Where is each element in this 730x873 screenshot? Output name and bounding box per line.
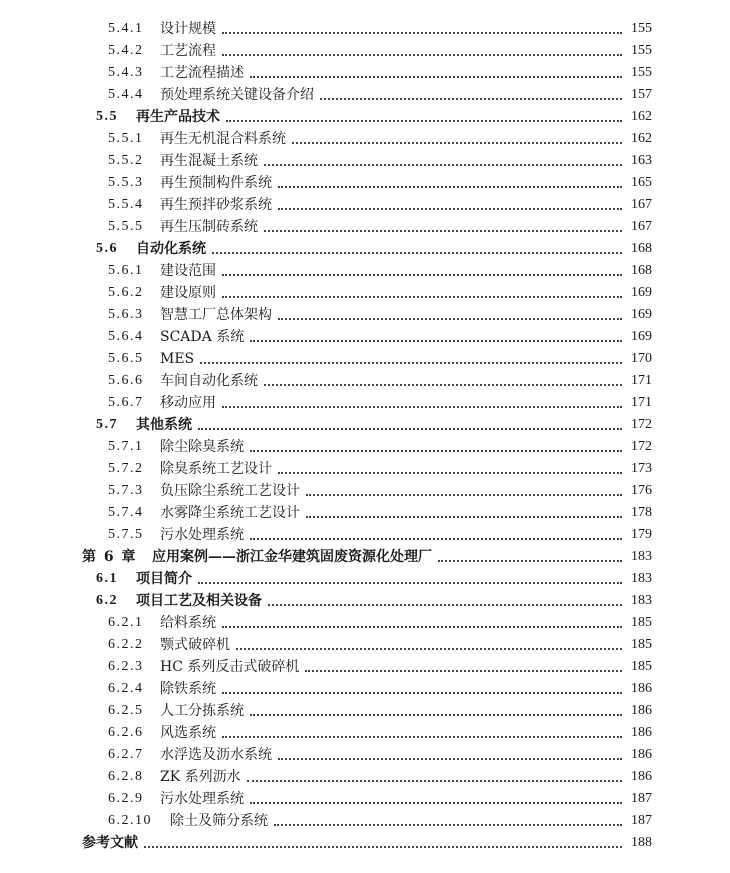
toc-entry-title: 其他系统	[136, 417, 192, 433]
toc-entry-title: 再生预制构件系统	[160, 175, 272, 191]
toc-entry-title: SCADA 系统	[160, 329, 245, 345]
dot-leader	[247, 780, 622, 782]
dot-leader	[198, 582, 622, 584]
toc-entry-number: 5.7.3	[108, 483, 144, 498]
toc-entry-page-number: 171	[631, 373, 652, 388]
toc-entry-title: 污水处理系统	[160, 791, 244, 807]
toc-entry[interactable]	[0, 612, 730, 634]
toc-entry-number: 5.7.2	[108, 461, 144, 476]
dot-leader	[320, 98, 622, 100]
toc-entry[interactable]	[0, 18, 730, 40]
dot-leader	[250, 802, 622, 804]
toc-entry-title: 工艺流程描述	[160, 65, 244, 81]
dot-leader	[292, 142, 622, 144]
toc-entry-title: 项目工艺及相关设备	[136, 593, 262, 609]
toc-entry-number: 6.2	[96, 593, 118, 608]
toc-entry-page-number: 187	[631, 791, 652, 806]
toc-entry[interactable]	[0, 788, 730, 810]
toc-entry-number: 6.1	[96, 571, 118, 586]
toc-entry[interactable]	[0, 238, 730, 260]
dot-leader	[250, 714, 622, 716]
toc-entry-page-number: 172	[631, 417, 652, 432]
toc-entry[interactable]	[0, 722, 730, 744]
toc-entry-number: 6.2.3	[108, 659, 144, 674]
toc-entry-page-number: 165	[631, 175, 652, 190]
toc-entry-number: 5.4.4	[108, 87, 144, 102]
toc-entry-number: 5.6.6	[108, 373, 144, 388]
toc-entry-page-number: 155	[631, 65, 652, 80]
toc-entry-page-number: 183	[631, 549, 652, 564]
toc-entry[interactable]	[0, 84, 730, 106]
toc-entry-number: 5.7.5	[108, 527, 144, 542]
toc-entry[interactable]	[0, 656, 730, 678]
toc-entry-page-number: 185	[631, 659, 652, 674]
toc-entry[interactable]	[0, 524, 730, 546]
dot-leader	[306, 494, 622, 496]
toc-entry-title: 项目简介	[136, 571, 192, 587]
toc-entry-number: 6.2.1	[108, 615, 144, 630]
toc-entry[interactable]	[0, 106, 730, 128]
toc-entry[interactable]	[0, 216, 730, 238]
dot-leader	[222, 692, 622, 694]
toc-entry-page-number: 167	[631, 197, 652, 212]
toc-entry-title: 人工分拣系统	[160, 703, 244, 719]
toc-entry-number: 5.5.2	[108, 153, 144, 168]
toc-entry-number: 5.5.4	[108, 197, 144, 212]
toc-entry[interactable]	[0, 392, 730, 414]
toc-entry-number: 6.2.8	[108, 769, 144, 784]
toc-entry-title: 智慧工厂总体架构	[160, 307, 272, 323]
toc-entry-title: 除铁系统	[160, 681, 216, 697]
dot-leader	[268, 604, 622, 606]
toc-entry[interactable]	[0, 150, 730, 172]
toc-entry-number: 5.5	[96, 109, 118, 124]
toc-entry-number: 5.6.4	[108, 329, 144, 344]
toc-entry-title: 水浮选及沥水系统	[160, 747, 272, 763]
toc-entry-title: 应用案例——浙江金华建筑固废资源化处理厂	[152, 549, 432, 565]
toc-entry-number: 5.6.7	[108, 395, 144, 410]
toc-entry-title: 参考文献	[82, 835, 138, 851]
dot-leader	[226, 120, 622, 122]
toc-entry[interactable]	[0, 414, 730, 436]
toc-entry[interactable]	[0, 832, 730, 854]
dot-leader	[278, 186, 622, 188]
toc-entry-title: 建设范围	[160, 263, 216, 279]
toc-entry-number: 5.4.1	[108, 21, 144, 36]
toc-entry-number: 5.5.3	[108, 175, 144, 190]
toc-entry-number: 5.7.4	[108, 505, 144, 520]
toc-entry[interactable]	[0, 678, 730, 700]
toc-entry-number: 第 6 章	[82, 549, 137, 565]
dot-leader	[274, 824, 622, 826]
toc-entry-number: 5.7.1	[108, 439, 144, 454]
toc-entry-title: 再生产品技术	[136, 109, 220, 125]
toc-entry-number: 5.5.5	[108, 219, 144, 234]
toc-entry-title: 再生无机混合料系统	[160, 131, 286, 147]
dot-leader	[222, 736, 622, 738]
toc-entry-title: 再生混凝土系统	[160, 153, 258, 169]
toc-entry-number: 6.2.6	[108, 725, 144, 740]
toc-entry-page-number: 178	[631, 505, 652, 520]
toc-entry[interactable]	[0, 326, 730, 348]
dot-leader	[200, 362, 622, 364]
toc-entry[interactable]	[0, 502, 730, 524]
toc-entry-page-number: 185	[631, 615, 652, 630]
toc-entry-title: 预处理系统关键设备介绍	[160, 87, 314, 103]
toc-entry-page-number: 168	[631, 241, 652, 256]
toc-entry[interactable]	[0, 590, 730, 612]
dot-leader	[250, 76, 622, 78]
dot-leader	[250, 340, 622, 342]
dot-leader	[264, 230, 622, 232]
toc-entry[interactable]	[0, 370, 730, 392]
toc-entry-page-number: 183	[631, 571, 652, 586]
toc-entry-title: 建设原则	[160, 285, 216, 301]
toc-entry-page-number: 185	[631, 637, 652, 652]
toc-entry-number: 5.6.5	[108, 351, 144, 366]
toc-entry-title: 工艺流程	[160, 43, 216, 59]
dot-leader	[264, 164, 622, 166]
dot-leader	[222, 626, 622, 628]
toc-entry-number: 5.4.2	[108, 43, 144, 58]
toc-entry-page-number: 169	[631, 329, 652, 344]
toc-entry-page-number: 169	[631, 307, 652, 322]
toc-entry-page-number: 186	[631, 725, 652, 740]
toc-entry-page-number: 171	[631, 395, 652, 410]
toc-entry-title: 车间自动化系统	[160, 373, 258, 389]
toc-entry-page-number: 162	[631, 131, 652, 146]
toc-entry[interactable]	[0, 700, 730, 722]
toc-entry-page-number: 168	[631, 263, 652, 278]
toc-entry-title: 除臭系统工艺设计	[160, 461, 272, 477]
toc-entry-number: 5.5.1	[108, 131, 144, 146]
toc-entry-page-number: 187	[631, 813, 652, 828]
dot-leader	[236, 648, 622, 650]
toc-entry-title: 自动化系统	[136, 241, 206, 257]
toc-entry[interactable]	[0, 436, 730, 458]
toc-entry-page-number: 186	[631, 747, 652, 762]
dot-leader	[278, 472, 622, 474]
toc-entry-page-number: 173	[631, 461, 652, 476]
toc-entry-page-number: 169	[631, 285, 652, 300]
dot-leader	[222, 296, 622, 298]
toc-entry-number: 5.7	[96, 417, 118, 432]
toc-entry-number: 5.6.3	[108, 307, 144, 322]
toc-entry-title: 除尘除臭系统	[160, 439, 244, 455]
toc-entry-page-number: 183	[631, 593, 652, 608]
toc-entry[interactable]	[0, 282, 730, 304]
dot-leader	[222, 406, 622, 408]
dot-leader	[264, 384, 622, 386]
toc-entry[interactable]	[0, 40, 730, 62]
dot-leader	[212, 252, 622, 254]
dot-leader	[144, 846, 622, 848]
toc-entry-page-number: 155	[631, 21, 652, 36]
toc-entry[interactable]	[0, 194, 730, 216]
toc-entry-number: 5.6	[96, 241, 118, 256]
toc-entry[interactable]	[0, 62, 730, 84]
toc-entry-number: 6.2.5	[108, 703, 144, 718]
dot-leader	[250, 538, 622, 540]
toc-entry-title: 给料系统	[160, 615, 216, 631]
toc-entry-title: 污水处理系统	[160, 527, 244, 543]
dot-leader	[278, 318, 622, 320]
dot-leader	[306, 516, 622, 518]
toc-entry-page-number: 157	[631, 87, 652, 102]
toc-entry-title: 风选系统	[160, 725, 216, 741]
toc-entry[interactable]	[0, 348, 730, 370]
toc-entry-page-number: 186	[631, 769, 652, 784]
toc-entry-number: 5.4.3	[108, 65, 144, 80]
toc-entry-number: 6.2.7	[108, 747, 144, 762]
toc-entry-title: 再生压制砖系统	[160, 219, 258, 235]
toc-entry[interactable]	[0, 458, 730, 480]
toc-entry[interactable]	[0, 172, 730, 194]
toc-entry[interactable]	[0, 766, 730, 788]
toc-entry[interactable]	[0, 810, 730, 832]
toc-entry[interactable]	[0, 634, 730, 656]
toc-entry-number: 5.6.1	[108, 263, 144, 278]
toc-entry-title: 除土及筛分系统	[170, 813, 268, 829]
toc-entry[interactable]	[0, 546, 730, 568]
toc-entry[interactable]	[0, 744, 730, 766]
dot-leader	[222, 274, 622, 276]
dot-leader	[198, 428, 622, 430]
dot-leader	[278, 758, 622, 760]
dot-leader	[250, 450, 622, 452]
toc-entry-page-number: 167	[631, 219, 652, 234]
toc-entry-title: 设计规模	[160, 21, 216, 37]
toc-entry-title: ZK 系列沥水	[160, 769, 241, 785]
toc-entry[interactable]	[0, 128, 730, 150]
toc-entry-number: 6.2.4	[108, 681, 144, 696]
toc-entry-page-number: 163	[631, 153, 652, 168]
toc-entry[interactable]	[0, 568, 730, 590]
table-of-contents	[0, 18, 730, 854]
toc-entry-page-number: 162	[631, 109, 652, 124]
toc-entry-page-number: 172	[631, 439, 652, 454]
toc-entry-page-number: 188	[631, 835, 652, 850]
toc-entry-number: 6.2.2	[108, 637, 144, 652]
toc-entry[interactable]	[0, 480, 730, 502]
dot-leader	[438, 560, 622, 562]
toc-entry-title: 移动应用	[160, 395, 216, 411]
toc-entry-title: MES	[160, 351, 195, 367]
dot-leader	[305, 670, 622, 672]
toc-entry-page-number: 186	[631, 703, 652, 718]
dot-leader	[222, 32, 622, 34]
toc-entry-number: 5.6.2	[108, 285, 144, 300]
toc-entry-page-number: 179	[631, 527, 652, 542]
toc-entry-title: 颚式破碎机	[160, 637, 230, 653]
dot-leader	[278, 208, 622, 210]
toc-entry-page-number: 170	[631, 351, 652, 366]
toc-entry-page-number: 155	[631, 43, 652, 58]
toc-entry[interactable]	[0, 260, 730, 282]
toc-entry-title: 负压除尘系统工艺设计	[160, 483, 300, 499]
toc-entry-title: HC 系列反击式破碎机	[160, 659, 300, 675]
toc-entry-title: 水雾降尘系统工艺设计	[160, 505, 300, 521]
toc-entry-number: 6.2.10	[108, 813, 152, 828]
dot-leader	[222, 54, 622, 56]
toc-entry-page-number: 186	[631, 681, 652, 696]
toc-entry-page-number: 176	[631, 483, 652, 498]
toc-entry[interactable]	[0, 304, 730, 326]
toc-entry-title: 再生预拌砂浆系统	[160, 197, 272, 213]
toc-entry-number: 6.2.9	[108, 791, 144, 806]
